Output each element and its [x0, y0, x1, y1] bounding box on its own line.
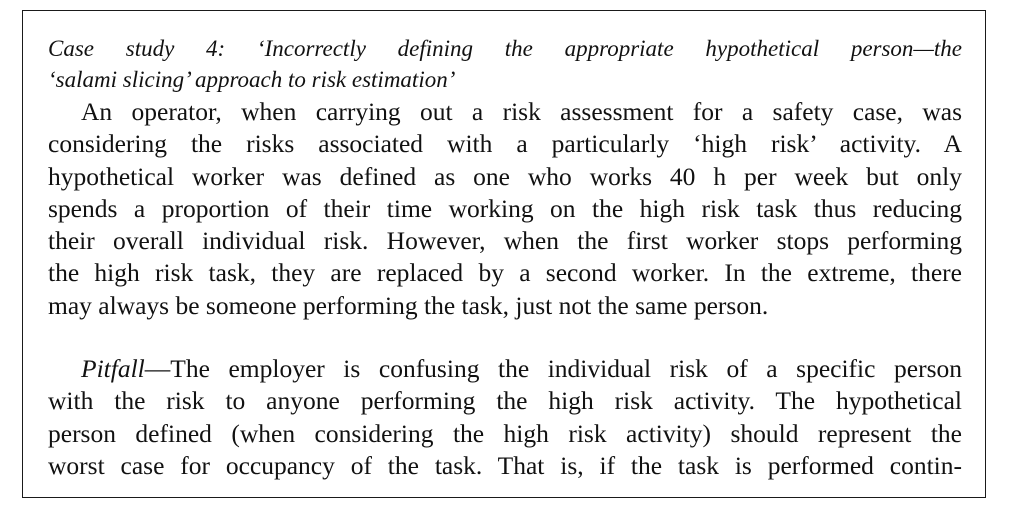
paragraph-line: may always be someone performing the task, just not the same person. [48, 290, 769, 320]
paragraph-line: with the risk to anyone performing the high risk activity. The hypothetical [48, 386, 962, 416]
paragraph-line: worst case for occupancy of the task. That is, if the task is performed contin- [48, 450, 962, 480]
case-description-paragraph [48, 96, 962, 322]
paragraph-line [48, 353, 962, 385]
pitfall-label: Pitfall [81, 354, 145, 383]
paragraph-line: An operator, when carrying out a risk assessment for a safety case, was [81, 97, 962, 126]
case-study-title [48, 33, 962, 95]
paragraph-line: hypothetical worker was defined as one who works 40 h per week but only [48, 161, 962, 191]
title-line-1: Case study 4: ‘Incorrectly defining the appropriate hypothetical person—the [48, 36, 962, 61]
paragraph-line: person defined (when considering the high risk activity) should represent the [48, 418, 962, 448]
title-line-2: ‘salami slicing’ approach to risk estimation’ [48, 67, 456, 92]
paragraph-line: their overall individual risk. However, when the first worker stops performing [48, 226, 962, 256]
paragraph-line: considering the risks associated with a particularly ‘high risk’ activity. A [48, 129, 962, 159]
paragraph-line: the high risk task, they are replaced by a second worker. In the extreme, there [48, 258, 962, 288]
pitfall-text: —The employer is confusing the individual risk of a specific person [144, 354, 962, 383]
paragraph-line: spends a proportion of their time working on the high risk task thus reducing [48, 193, 962, 223]
pitfall-paragraph [48, 353, 962, 482]
